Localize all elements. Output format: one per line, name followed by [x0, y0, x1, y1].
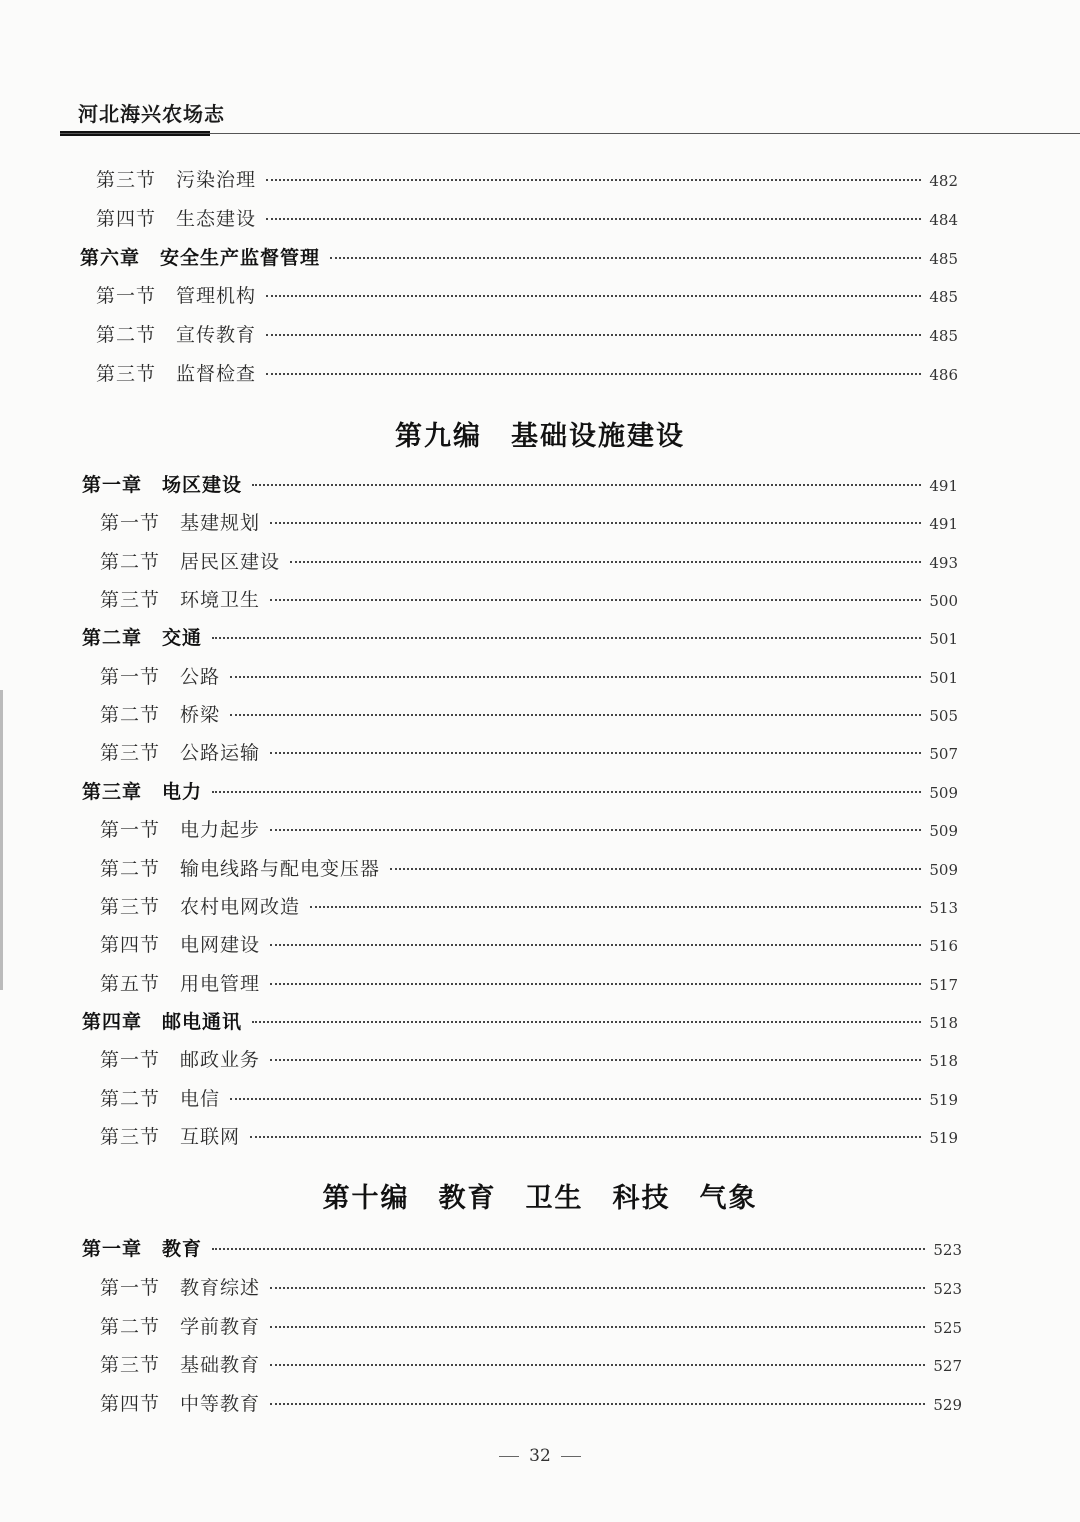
dot-leader — [212, 637, 921, 639]
dot-leader — [270, 1403, 925, 1405]
page-ref: 509 — [929, 860, 958, 879]
page-number: 32 — [529, 1446, 551, 1466]
toc-chapter-row — [82, 1234, 962, 1264]
section-title: 污染治理 — [176, 169, 257, 191]
section-title: 输电线路与配电变压器 — [180, 857, 381, 880]
toc-section-row — [100, 1312, 962, 1342]
section-title: 桥梁 — [180, 704, 221, 727]
section-number: 第五节 — [100, 972, 161, 995]
dot-leader — [270, 599, 921, 601]
dot-leader — [266, 218, 921, 220]
section-number: 第三节 — [96, 169, 157, 191]
chapter-title: 交通 — [162, 627, 203, 650]
toc-section-row — [96, 204, 958, 234]
chapter-number: 第一章 — [82, 474, 143, 496]
chapter-title: 教育 — [162, 1238, 203, 1260]
dot-leader — [270, 752, 921, 754]
toc-section-row — [100, 1273, 962, 1303]
page-ref: 518 — [929, 1052, 958, 1071]
dot-leader — [290, 561, 921, 563]
dot-leader — [212, 791, 921, 793]
section-title: 电力起步 — [180, 819, 261, 842]
part-9-title: 第九编 基础设施建设 — [395, 421, 685, 452]
page-number-footer — [0, 1446, 1080, 1466]
page-ref: 500 — [929, 592, 958, 611]
page-ref: 485 — [929, 327, 958, 346]
chapter-title: 电力 — [162, 780, 203, 803]
section-number: 第四节 — [100, 934, 161, 957]
toc-chapter-row — [82, 623, 958, 653]
page-ref: 516 — [929, 937, 958, 956]
dot-leader — [270, 944, 921, 946]
dot-leader — [270, 1059, 921, 1061]
section-number: 第一节 — [100, 819, 161, 842]
dot-leader — [390, 868, 921, 870]
section-title: 基建规划 — [180, 512, 261, 535]
section-number: 第三节 — [100, 1354, 161, 1377]
page-ref: 513 — [929, 898, 958, 917]
section-number: 第二节 — [100, 1087, 161, 1110]
section-number: 第一节 — [100, 1049, 161, 1072]
dot-leader — [270, 1364, 925, 1366]
dot-leader — [230, 676, 921, 678]
chapter-number: 第一章 — [82, 1238, 143, 1260]
section-number: 第一节 — [96, 285, 157, 308]
toc-section-row — [96, 359, 958, 389]
page-ref: 527 — [933, 1357, 962, 1376]
section-number: 第二节 — [100, 857, 161, 880]
section-title: 中等教育 — [180, 1393, 261, 1416]
dot-leader — [212, 1248, 925, 1250]
section-title: 互联网 — [180, 1125, 241, 1148]
page-ref: 505 — [929, 707, 958, 726]
section-number: 第二节 — [96, 324, 157, 347]
section-number: 第三节 — [96, 363, 157, 385]
dot-leader — [252, 1021, 921, 1023]
toc-section-row — [100, 585, 958, 615]
section-title: 环境卫生 — [180, 589, 261, 612]
dot-leader — [252, 484, 921, 486]
chapter-number: 第六章 — [80, 246, 141, 269]
toc-chapter-row — [82, 1007, 958, 1037]
dot-leader — [230, 714, 921, 716]
dot-leader — [270, 983, 921, 985]
chapter-number: 第四章 — [82, 1010, 143, 1033]
section-number: 第二节 — [100, 1315, 161, 1338]
section-number: 第三节 — [100, 895, 161, 918]
footer-dash-right — [561, 1456, 581, 1457]
section-title: 居民区建设 — [180, 550, 281, 573]
toc-section-row — [100, 547, 958, 577]
toc-section-row — [96, 281, 958, 311]
header-rule — [60, 133, 1080, 134]
section-number: 第三节 — [100, 742, 161, 765]
page-ref: 491 — [929, 477, 958, 495]
toc-section-row — [100, 662, 958, 692]
section-title: 生态建设 — [176, 207, 257, 230]
toc-chapter-row — [80, 243, 958, 273]
section-number: 第二节 — [100, 550, 161, 573]
page-ref: 507 — [929, 745, 958, 764]
section-title: 基础教育 — [180, 1354, 261, 1377]
page-ref: 517 — [929, 975, 958, 994]
page-ref: 523 — [933, 1241, 962, 1259]
scan-edge-mark — [0, 690, 3, 990]
page-ref: 501 — [929, 668, 958, 687]
page-ref: 486 — [929, 366, 958, 384]
toc-section-row — [100, 1045, 958, 1075]
chapter-title: 场区建设 — [162, 474, 243, 496]
part-10-title: 第十编 教育 卫生 科技 气象 — [322, 1183, 758, 1214]
toc-section-row — [100, 1122, 958, 1152]
section-number: 第一节 — [100, 1276, 161, 1299]
toc-section-row — [100, 508, 958, 538]
page-ref: 484 — [929, 210, 958, 229]
toc-section-row — [96, 165, 958, 195]
page-ref: 485 — [929, 249, 958, 268]
dot-leader — [270, 522, 921, 524]
page-ref: 482 — [929, 172, 958, 190]
section-number: 第四节 — [100, 1393, 161, 1416]
dot-leader — [270, 829, 921, 831]
toc-section-row — [100, 815, 958, 845]
page-ref: 501 — [929, 630, 958, 649]
toc-section-row — [100, 969, 958, 999]
section-title: 教育综述 — [180, 1276, 261, 1299]
page-ref: 493 — [929, 553, 958, 572]
page-ref: 525 — [933, 1318, 962, 1337]
page-ref: 491 — [929, 515, 958, 534]
toc-section-row — [100, 930, 958, 960]
toc-section-row — [100, 1350, 962, 1380]
section-title: 宣传教育 — [176, 324, 257, 347]
section-title: 监督检查 — [176, 363, 257, 385]
toc-chapter-row — [82, 470, 958, 500]
section-number: 第一节 — [100, 512, 161, 535]
dot-leader — [310, 906, 921, 908]
section-number: 第一节 — [100, 665, 161, 688]
page-ref: 518 — [929, 1013, 958, 1032]
section-title: 邮政业务 — [180, 1049, 261, 1072]
section-number: 第三节 — [100, 589, 161, 612]
section-number: 第二节 — [100, 704, 161, 727]
page-ref: 509 — [929, 783, 958, 802]
running-header: 河北海兴农场志 — [78, 102, 225, 126]
section-number: 第四节 — [96, 207, 157, 230]
section-title: 管理机构 — [176, 285, 257, 308]
dot-leader — [270, 1326, 925, 1328]
chapter-number: 第三章 — [82, 780, 143, 803]
section-title: 公路运输 — [180, 742, 261, 765]
toc-section-row — [100, 892, 958, 922]
toc-section-row — [100, 1084, 958, 1114]
section-title: 农村电网改造 — [180, 895, 301, 918]
dot-leader — [330, 257, 921, 259]
chapter-title: 邮电通讯 — [162, 1010, 243, 1033]
chapter-title: 安全生产监督管理 — [160, 246, 321, 269]
section-title: 学前教育 — [180, 1315, 261, 1338]
dot-leader — [266, 295, 921, 297]
page-ref: 509 — [929, 822, 958, 841]
footer-dash-left — [499, 1456, 519, 1457]
dot-leader — [250, 1136, 921, 1138]
dot-leader — [266, 373, 921, 375]
page-ref: 519 — [929, 1128, 958, 1147]
dot-leader — [270, 1287, 925, 1289]
chapter-number: 第二章 — [82, 627, 143, 650]
dot-leader — [266, 179, 921, 181]
page-ref: 529 — [933, 1396, 962, 1415]
toc-section-row — [100, 1389, 962, 1419]
dot-leader — [266, 334, 921, 336]
page-ref: 523 — [933, 1279, 962, 1298]
page-ref: 485 — [929, 288, 958, 307]
page-ref: 519 — [929, 1090, 958, 1109]
section-title: 公路 — [180, 665, 221, 688]
section-number: 第三节 — [100, 1125, 161, 1148]
section-title: 电网建设 — [180, 934, 261, 957]
toc-section-row — [96, 320, 958, 350]
toc-section-row — [100, 738, 958, 768]
toc-chapter-row — [82, 777, 958, 807]
section-title: 用电管理 — [180, 972, 261, 995]
dot-leader — [230, 1098, 921, 1100]
toc-section-row — [100, 854, 958, 884]
toc-section-row — [100, 700, 958, 730]
section-title: 电信 — [180, 1087, 221, 1110]
